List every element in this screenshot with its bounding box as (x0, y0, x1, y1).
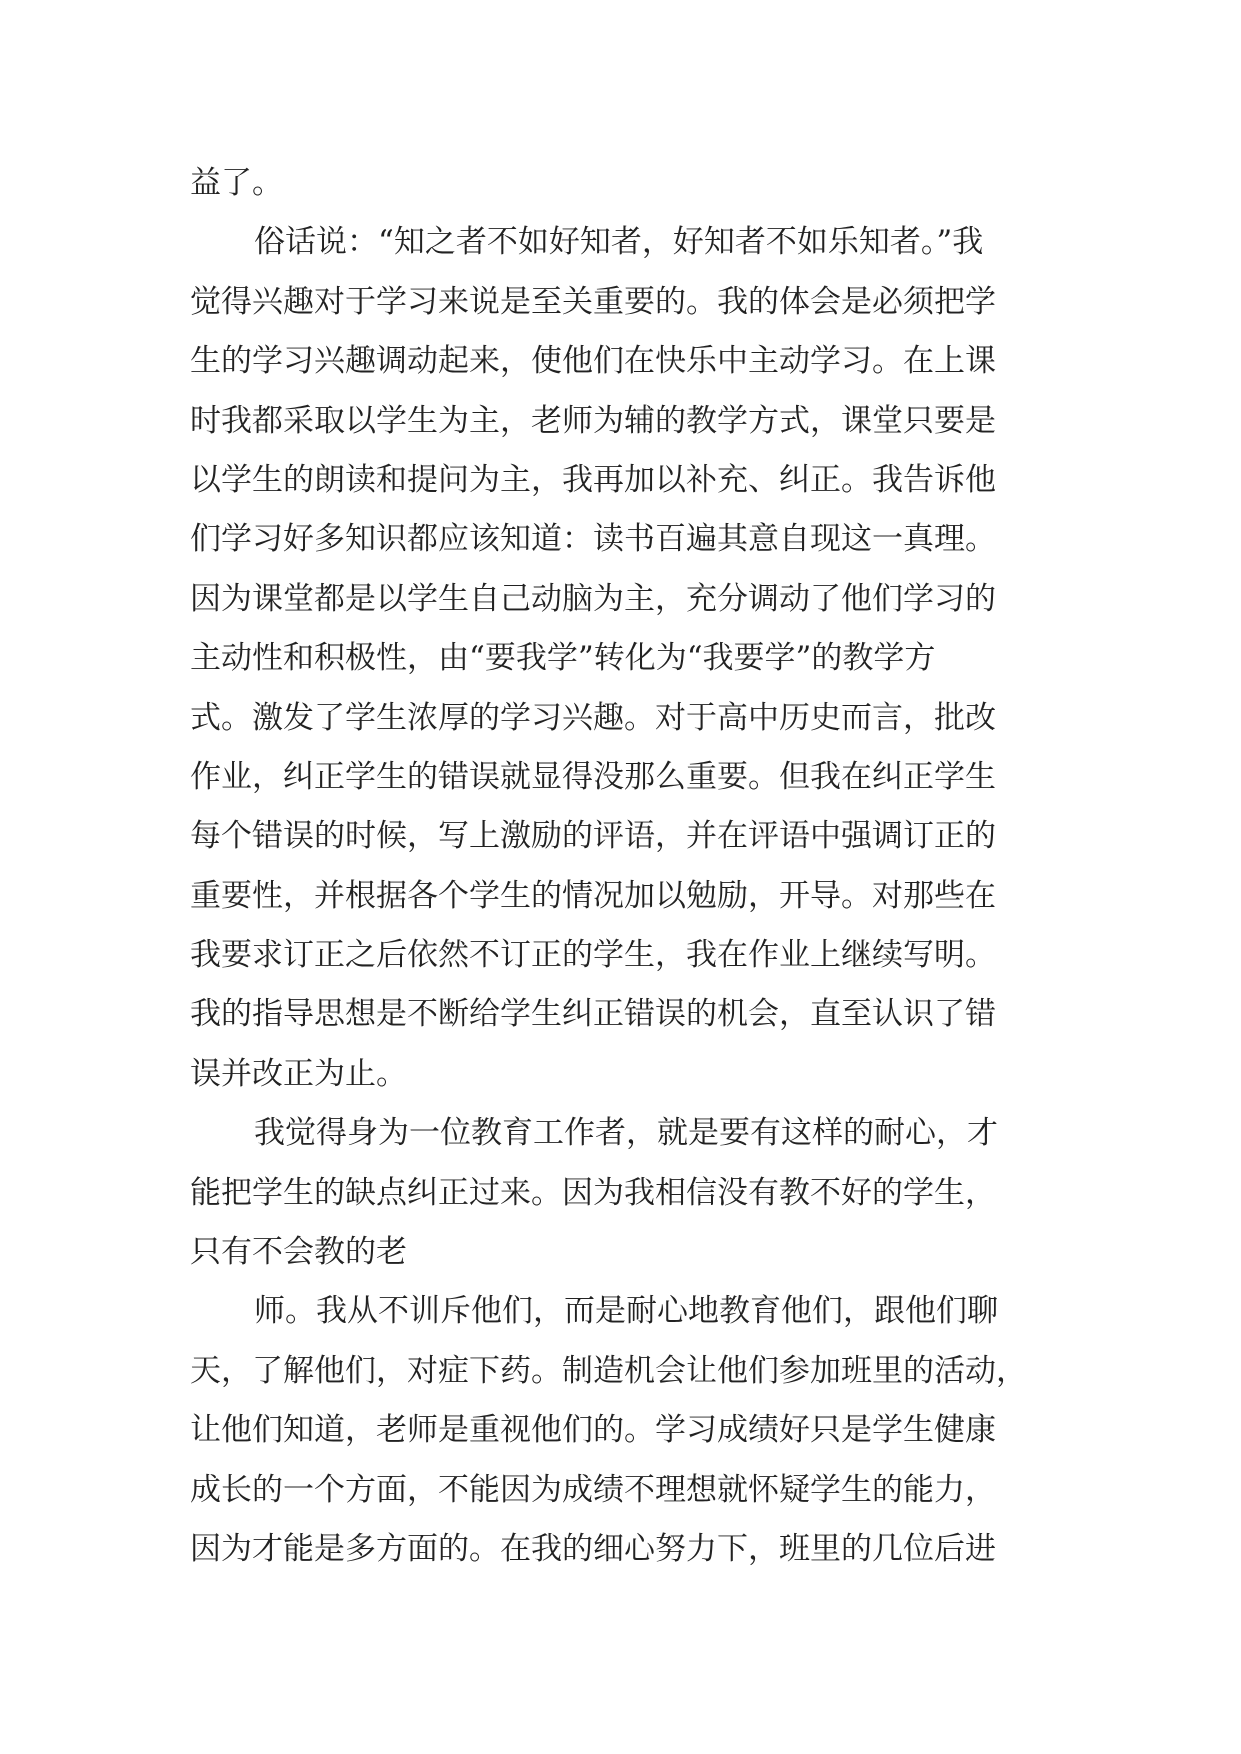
text-line: 因为课堂都是以学生自己动脑为主，充分调动了他们学习的 (190, 580, 996, 617)
paragraph-start-line: 我觉得身为一位教育工作者，就是要有这样的耐心，才 (254, 1115, 998, 1152)
text-line: 作业，纠正学生的错误就显得没那么重要。但我在纠正学生 (190, 758, 996, 795)
text-line: 我的指导思想是不断给学生纠正错误的机会，直至认识了错 (190, 996, 996, 1033)
text-line: 因为才能是多方面的。在我的细心努力下，班里的几位后进 (190, 1530, 996, 1567)
text-line: 觉得兴趣对于学习来说是至关重要的。我的体会是必须把学 (190, 283, 996, 320)
text-line: 能把学生的缺点纠正过来。因为我相信没有教不好的学生， (190, 1174, 996, 1211)
body-text (190, 154, 1070, 1579)
text-line: 主动性和积极性，由“要我学”转化为“我要学”的教学方 (190, 640, 936, 677)
text-line: 误并改正为止。 (190, 1055, 407, 1092)
text-line: 只有不会教的老 (190, 1234, 407, 1271)
text-line: 天，了解他们，对症下药。制造机会让他们参加班里的活动， (190, 1352, 1027, 1389)
text-line: 益了。 (190, 165, 283, 201)
text-line: 每个错误的时候，写上激励的评语，并在评语中强调订正的 (190, 818, 996, 855)
text-line: 生的学习兴趣调动起来，使他们在快乐中主动学习。在上课 (190, 343, 996, 380)
text-line: 重要性，并根据各个学生的情况加以勉励，开导。对那些在 (190, 877, 996, 914)
text-line: 让他们知道，老师是重视他们的。学习成绩好只是学生健康 (190, 1412, 996, 1449)
text-line: 时我都采取以学生为主，老师为辅的教学方式，课堂只要是 (190, 402, 996, 439)
paragraph-start-line: 俗话说：“知之者不如好知者，好知者不如乐知者。”我 (254, 224, 984, 261)
text-line: 我要求订正之后依然不订正的学生，我在作业上继续写明。 (190, 937, 996, 974)
paragraph-start-line: 师。我从不训斥他们，而是耐心地教育他们，跟他们聊 (254, 1293, 998, 1330)
text-line: 以学生的朗读和提问为主，我再加以补充、纠正。我告诉他 (190, 461, 996, 498)
text-line: 们学习好多知识都应该知道：读书百遍其意自现这一真理。 (190, 521, 996, 558)
text-line: 式。激发了学生浓厚的学习兴趣。对于高中历史而言，批改 (190, 699, 996, 736)
text-line: 成长的一个方面，不能因为成绩不理想就怀疑学生的能力， (190, 1471, 996, 1508)
